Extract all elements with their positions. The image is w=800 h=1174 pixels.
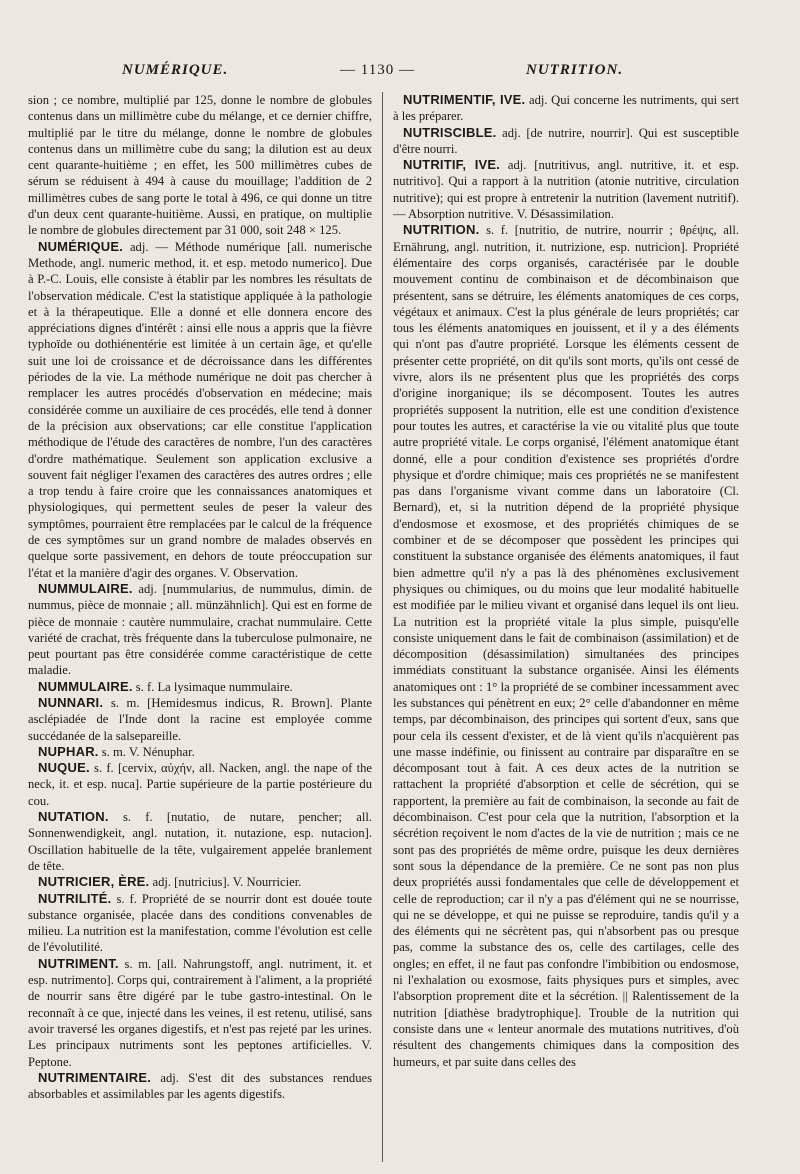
entry-text: s. f. [nutatio, de nutare, pencher; all. Sonnenwendigkeit, angl. nutation, it. nutazione, esp. nutacion]. Oscillation habituelle de la tête, vulgairement appelée branlement de tête. (28, 810, 372, 873)
entry-headword: NUPHAR. (38, 743, 99, 759)
dictionary-entry (28, 92, 372, 239)
dictionary-entry (28, 874, 372, 890)
entry-headword: NUQUE. (38, 760, 90, 776)
entry-headword: NUMMULAIRE. (38, 678, 133, 694)
dictionary-entry (28, 809, 372, 874)
dictionary-entry (28, 760, 372, 809)
running-head-right: NUTRITION. (526, 62, 624, 78)
entry-headword: NUTRITIF, IVE. (403, 157, 501, 173)
entry-headword: NUNNARI. (38, 694, 104, 710)
entry-text: adj. Qui concerne les nutriments, qui sert à les préparer. (393, 93, 739, 124)
left-column (28, 92, 372, 1167)
dictionary-entry (28, 891, 372, 956)
entry-headword: NUTRIMENTAIRE. (38, 1069, 152, 1085)
entry-headword: NUTRISCIBLE. (403, 124, 497, 140)
entry-text: s. f. La lysimaque nummulaire. (135, 679, 293, 694)
dictionary-entry (28, 239, 372, 581)
entry-text: s. m. [all. Nahrungstoff, angl. nutriment, it. et esp. nutrimento]. Corps qui, contrairement à l'aliment, a la propriété de nourrir sans être digéré par le tube gastro-intestinal. On le reconnaît à ce que, injecté dans les veines, il est retenu, utilisé, sans avoir traversé les organes digestifs, et n'est pas rejeté par les urines. Les principaux nutriments sont les peptones artificielles. V. Peptone. (28, 956, 372, 1069)
entry-headword: NUMÉRIQUE. (38, 238, 124, 254)
entry-text: adj. [nummularius, de nummulus, dimin. de nummus, pièce de monnaie ; all. münzähnlich]. Qui est en forme de pièce de monnaie : cautère nummulaire, crachat nummulaire. Cette variété de crachat, très fréquente dans la tuberculose pulmonaire, ne peut pourtant pas être considérée comme caractéristique de cette maladie. (28, 581, 372, 678)
entry-headword: NUTRILITÉ. (38, 890, 112, 906)
entry-text: s. f. Propriété de se nourrir dont est douée toute substance organisée, placée dans des conditions convenables de milieu. La nutrition est la manifestation, comme l'évolution est celle de l'évolutilité. (28, 891, 372, 955)
page-number: — 1130 — (340, 62, 415, 78)
entry-text: adj. S'est dit des substances rendues absorbables et assimilables par les agents digestifs. (28, 1070, 372, 1102)
entry-text: adj. [de nutrire, nourrir]. Qui est susceptible d'être nourri. (393, 125, 739, 156)
running-head (0, 62, 800, 84)
entry-text: sion ; ce nombre, multiplié par 125, donne le nombre de globules contenus dans un millimètre cube du mélange, et ce dernier chiffre, multiplié par le titre du mélange, donne le nombre de globules contenus dans un millimètre cube du sang; la dilution est au deux cent quarante-huitième ; en effet, les 500 millimètres cubes de sérum se réduisent à 494 à cause du mouillage; l'addition de 2 millimètres cubes de sang porte le total à 496, ce qui donne un titre d'un deux cent quarante-huitième. Aussi, en pratique, on multiplie le nombre de globules directement par 31 000, soit 248 × 125. (28, 93, 372, 238)
entry-headword: NUTATION. (38, 809, 109, 825)
entry-text: s. m. V. Nénuphar. (101, 744, 195, 759)
running-head-left: NUMÉRIQUE. (122, 62, 229, 78)
dictionary-entry (393, 222, 739, 1069)
entry-text: s. m. [Hemidesmus indicus, R. Brown]. Plante asclépiadée de l'Inde dont la racine est employée comme succédanée de la salsepareille. (28, 695, 372, 743)
entry-text: adj. [nutritivus, angl. nutritive, it. et esp. nutritivo]. Qui a rapport à la nutrition (atonie nutritive, circulation nutritive); qui est propre à entretenir la nutrition (lavement nutritif). — Absorption nutritive. V. Désassimilation. (393, 158, 739, 222)
dictionary-entry (393, 157, 739, 222)
dictionary-entry (28, 679, 372, 695)
dictionary-entry (28, 744, 372, 760)
dictionary-entry (28, 1070, 372, 1103)
entry-headword: NUTRIMENTIF, IVE. (403, 92, 526, 107)
entry-headword: NUTRITION. (403, 222, 480, 238)
right-column (393, 92, 739, 1167)
dictionary-entry (393, 92, 739, 125)
dictionary-entry (28, 581, 372, 679)
entry-text: adj. [nutricius]. V. Nourricier. (152, 875, 302, 890)
dictionary-entry (28, 695, 372, 744)
entry-headword: NUMMULAIRE. (38, 580, 133, 596)
entry-text: s. f. [nutritio, de nutrire, nourrir ; θρέψις, all. Ernährung, angl. nutrition, it. nutrizione, esp. nutricion]. Propriété élémentaire des corps organisés, caractérisée par le double mouvement continu de combinaison et de décombinaison que présentent, sans se détruire, les éléments anatomiques de ces corps, végétaux et animaux. C'est la plus générale de leurs propriétés; car tous les éléments anatomiques en jouissent, et il y a des éléments qui n'ont pas d'autre propriété. Lorsque les éléments cessent de présenter cette propriété, on dit qu'ils sont morts, qu'ils ont cessé de vivre, alors ils ne présentent plus que les propriétés des corps d'origine inorganique; ils se décomposent. Toutes les autres propriétés supposent la nutrition, elle est une condition d'existence pour toutes les autres, et caractérise la vie ou vitalité plus que toute autre propriété vitale. Le corps organisé, l'élément anatomique étant donné, elle a pour condition d'existence ses propriétés d'ordre physique et d'ordre chimique; mais ces propriétés ne se manifestent pas dans l'organisme vivant comme dans un laboratoire (Cl. Bernard), et, si la nutrition dépend de la propriété physique d'endosmose et exosmose, et des propriétés chimiques de se combiner et de se décomposer que possèdent les principes qui constituent la substance organisée des éléments anatomiques, il faut bien admettre qu'il n'y a pas là des phénomènes exclusivement physiques ou chimiques, ou du moins que leur modalité habituelle est modifiée par le milieu vivant et organisé dans lequel ils ont lieu. La nutrition est la propriété vitale la plus simple, puisqu'elle consiste uniquement dans le fait de combinaison (assimilation) et de décomposition (désassimilation) simultanées des principes immédiats constituant la substance organisée. Ainsi les éléments anatomiques ont : 1° la propriété de se combiner incessamment avec les substances qui pénètrent en eux; 2° celle d'abandonner en même temps, par décombinaison, des principes qui sortent d'eux, sans que pour cela ils cessent d'exister, et de là vient qu'ils n'acquièrent pas une masse indéfinie, ou finissent au contraire par disparaître en se décomposant tout à fait. A ces deux actes de la nutrition se rattachent la propriété d'absorption et celle de sécrétion, qui se rapportent, la première au fait de combinaison, la seconde au fait de décombinaison. C'est pour cela que la nutrition, l'absorption et la sécrétion reçoivent le nom d'actes de la vie de nutrition ; mais ce ne sont pas des propriétés de même ordre, puisque les deux dernières sont sous la dépendance de la première. Ce ne sont pas non plus deux propriétés aussi fondamentales que celle de développement et celle de reproduction; car il n'y a pas d'élément qui ne se nourrisse, qui ne se développe, et qui ne puisse se reproduire, tandis qu'il y a des éléments qui ne sécrètent pas, qui n'absorbent pas ou presque pas, comme la substance des os, celle des cartilages, celle des ongles; en effet, il ne faut pas confondre l'imbibition ou endosmose, ni l'exhalation ou exosmose, faits physiques purs et simples, avec l'absorption proprement dite et la sécrétion. || Ralentissement de la nutrition [diathèse bradytrophique]. Trouble de la nutrition qui consiste dans une « lenteur anormale des mutations nutritives, d'où résultent des changements chimiques dans la composition des humeurs, et par suite dans celles des (393, 223, 739, 1069)
dictionary-entry (393, 125, 739, 158)
column-divider (382, 92, 383, 1162)
entry-headword: NUTRICIER, ÈRE. (38, 874, 150, 890)
entry-text: adj. — Méthode numérique [all. numerische Methode, angl. numeric method, it. et esp. metodo numerico]. Due à P.-C. Louis, elle consiste à établir par les nombres les résultats de l'observation médicale. C'est la statistique appliquée à la pathologie et à la thérapeutique. Elle a donné et elle donnera encore des appréciations dignes d'intérêt : ainsi elle nous a appris que la fièvre typhoïde ou dothiénentérie est limitée à un certain âge, et qu'elle suit une loi de croissance et de décroissance dans les différentes périodes de la vie. La méthode numérique ne doit pas chercher à remplacer les autres procédés d'observation en médecine; mais considérée comme un auxiliaire de ces procédés, elle tend à donner de la précision aux observations; car elle constitue l'application méthodique de l'étude des caractères de nombre, l'un des caractères d'ordre mathématique. Seulement son application exclusive a souvent fait négliger l'examen des caractères des autres ordres ; elle a trop tendu à faire croire que les connaissances anatomiques et physiologiques, qui permettent seules de peser la valeur des symptômes, pourraient être remplacées par le calcul de la fréquence de ces symptômes sur un grand nombre de malades observés en quelque sorte passivement, en dehors de toute préoccupation sur l'état et la manière d'agir des organes. V. Observation. (28, 239, 372, 580)
dictionary-entry (28, 956, 372, 1070)
entry-text: s. f. [cervix, αὐχήν, all. Nacken, angl. the nape of the neck, it. et esp. nuca]. Partie supérieure de la partie postérieure du cou. (28, 761, 372, 808)
entry-headword: NUTRIMENT. (38, 955, 119, 971)
